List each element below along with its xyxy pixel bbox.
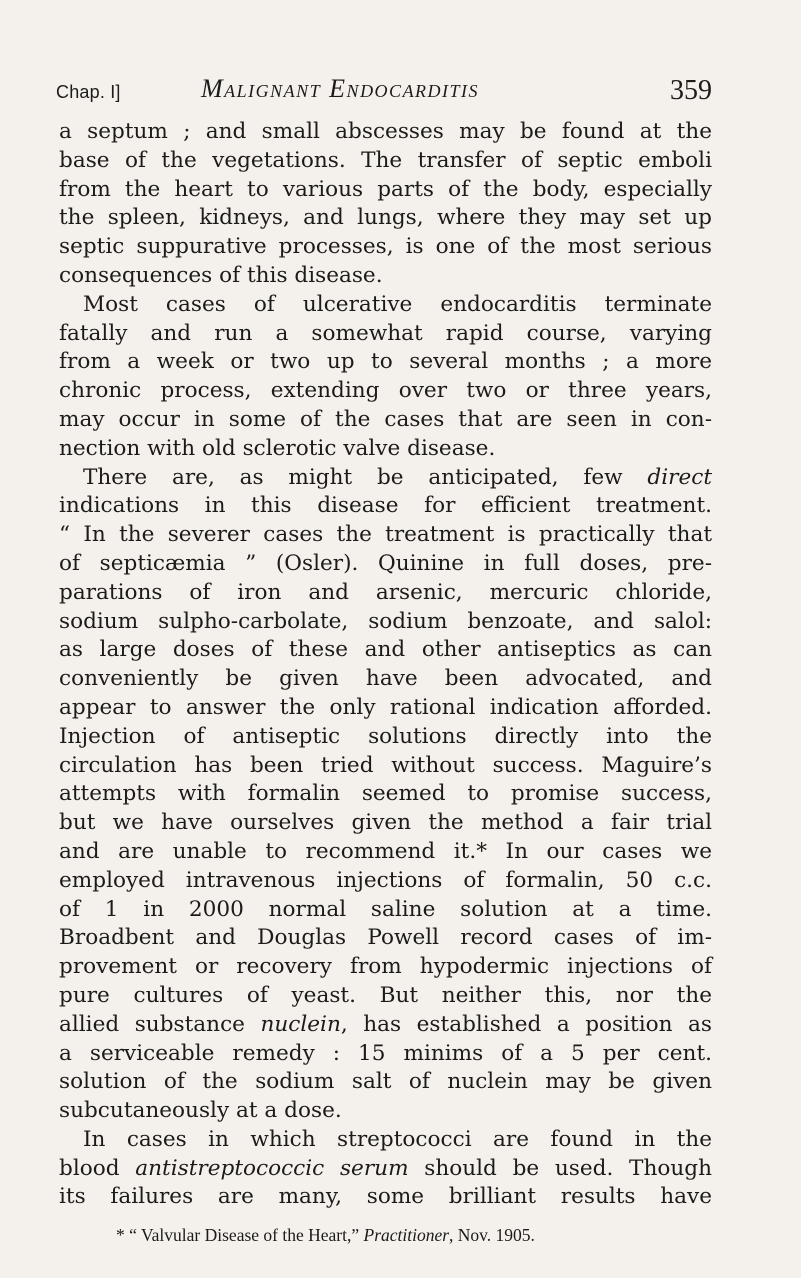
text-line: as large doses of these and other antiseptics as can bbox=[59, 637, 712, 663]
running-title: Malignant Endocarditis bbox=[201, 74, 480, 103]
footnote-text-before: “ Valvular Disease of the Heart,” bbox=[129, 1225, 364, 1245]
text-line: appear to answer the only rational indication afforded. bbox=[59, 694, 712, 720]
text-line: of 1 in 2000 normal saline solution at a time. bbox=[59, 896, 712, 922]
text-line: pure cultures of yeast. But neither this, nor the bbox=[59, 982, 712, 1008]
text-line: There are, as might be anticipated, few direct bbox=[83, 464, 712, 490]
text-line: and are unable to recommend it.* In our cases we bbox=[59, 838, 712, 864]
text-line: employed intravenous injections of formalin, 50 c.c. bbox=[59, 867, 712, 893]
footnote-text-after: , Nov. 1905. bbox=[449, 1225, 535, 1245]
text-line: a serviceable remedy : 15 minims of a 5 per cent. bbox=[59, 1040, 712, 1066]
text-line: In cases in which streptococci are found in the bbox=[83, 1126, 712, 1152]
text-line: blood antistreptococcic serum should be used. Though bbox=[59, 1155, 712, 1181]
text-line: of septicæmia ” (Osler). Quinine in full doses, pre- bbox=[59, 550, 712, 576]
footnote bbox=[116, 1225, 712, 1246]
text-line: from a week or two up to several months ; a more bbox=[59, 349, 712, 375]
text-line: chronic process, extending over two or three years, bbox=[59, 378, 712, 404]
text-line: conveniently be given have been advocated, and bbox=[59, 666, 712, 692]
text-line: consequences of this disease. bbox=[59, 262, 383, 288]
text-line: its failures are many, some brilliant results have bbox=[59, 1184, 712, 1210]
text-line: indications in this disease for efficient treatment. bbox=[59, 493, 712, 519]
text-line: Injection of antiseptic solutions directly into the bbox=[59, 723, 712, 749]
chapter-label: Chap. I] bbox=[56, 82, 121, 102]
text-line: base of the vegetations. The transfer of septic emboli bbox=[59, 147, 712, 173]
footnote-marker: * bbox=[116, 1225, 125, 1245]
page-number: 359 bbox=[670, 75, 712, 106]
text-line: subcutaneously at a dose. bbox=[59, 1098, 342, 1124]
text-line: Most cases of ulcerative endocarditis terminate bbox=[83, 291, 712, 317]
text-line: solution of the sodium salt of nuclein may be given bbox=[59, 1069, 712, 1095]
text-line: parations of iron and arsenic, mercuric chloride, bbox=[59, 579, 712, 605]
text-line: Broadbent and Douglas Powell record cases of im- bbox=[59, 925, 712, 951]
text-line: but we have ourselves given the method a fair trial bbox=[59, 810, 712, 836]
text-line: attempts with formalin seemed to promise success, bbox=[59, 781, 712, 807]
text-line: allied substance nuclein, has established a position as bbox=[59, 1011, 712, 1037]
text-line: “ In the severer cases the treatment is practically that bbox=[59, 522, 712, 548]
text-line: provement or recovery from hypodermic injections of bbox=[59, 954, 712, 980]
text-line: from the heart to various parts of the body, especially bbox=[59, 176, 712, 202]
page-header bbox=[56, 74, 712, 114]
text-line: circulation has been tried without success. Maguire’s bbox=[59, 752, 712, 778]
text-line: sodium sulpho-carbolate, sodium benzoate, and salol: bbox=[59, 608, 712, 634]
footnote-journal: Practitioner bbox=[363, 1225, 450, 1245]
text-line: nection with old sclerotic valve disease. bbox=[59, 435, 496, 461]
text-line: fatally and run a somewhat rapid course, varying bbox=[59, 320, 712, 346]
body-text bbox=[59, 118, 712, 1212]
text-line: may occur in some of the cases that are seen in con- bbox=[59, 406, 712, 432]
text-line: septic suppurative processes, is one of the most serious bbox=[59, 234, 712, 260]
text-line: a septum ; and small abscesses may be found at the bbox=[59, 119, 712, 144]
text-line: the spleen, kidneys, and lungs, where they may set up bbox=[59, 205, 712, 231]
